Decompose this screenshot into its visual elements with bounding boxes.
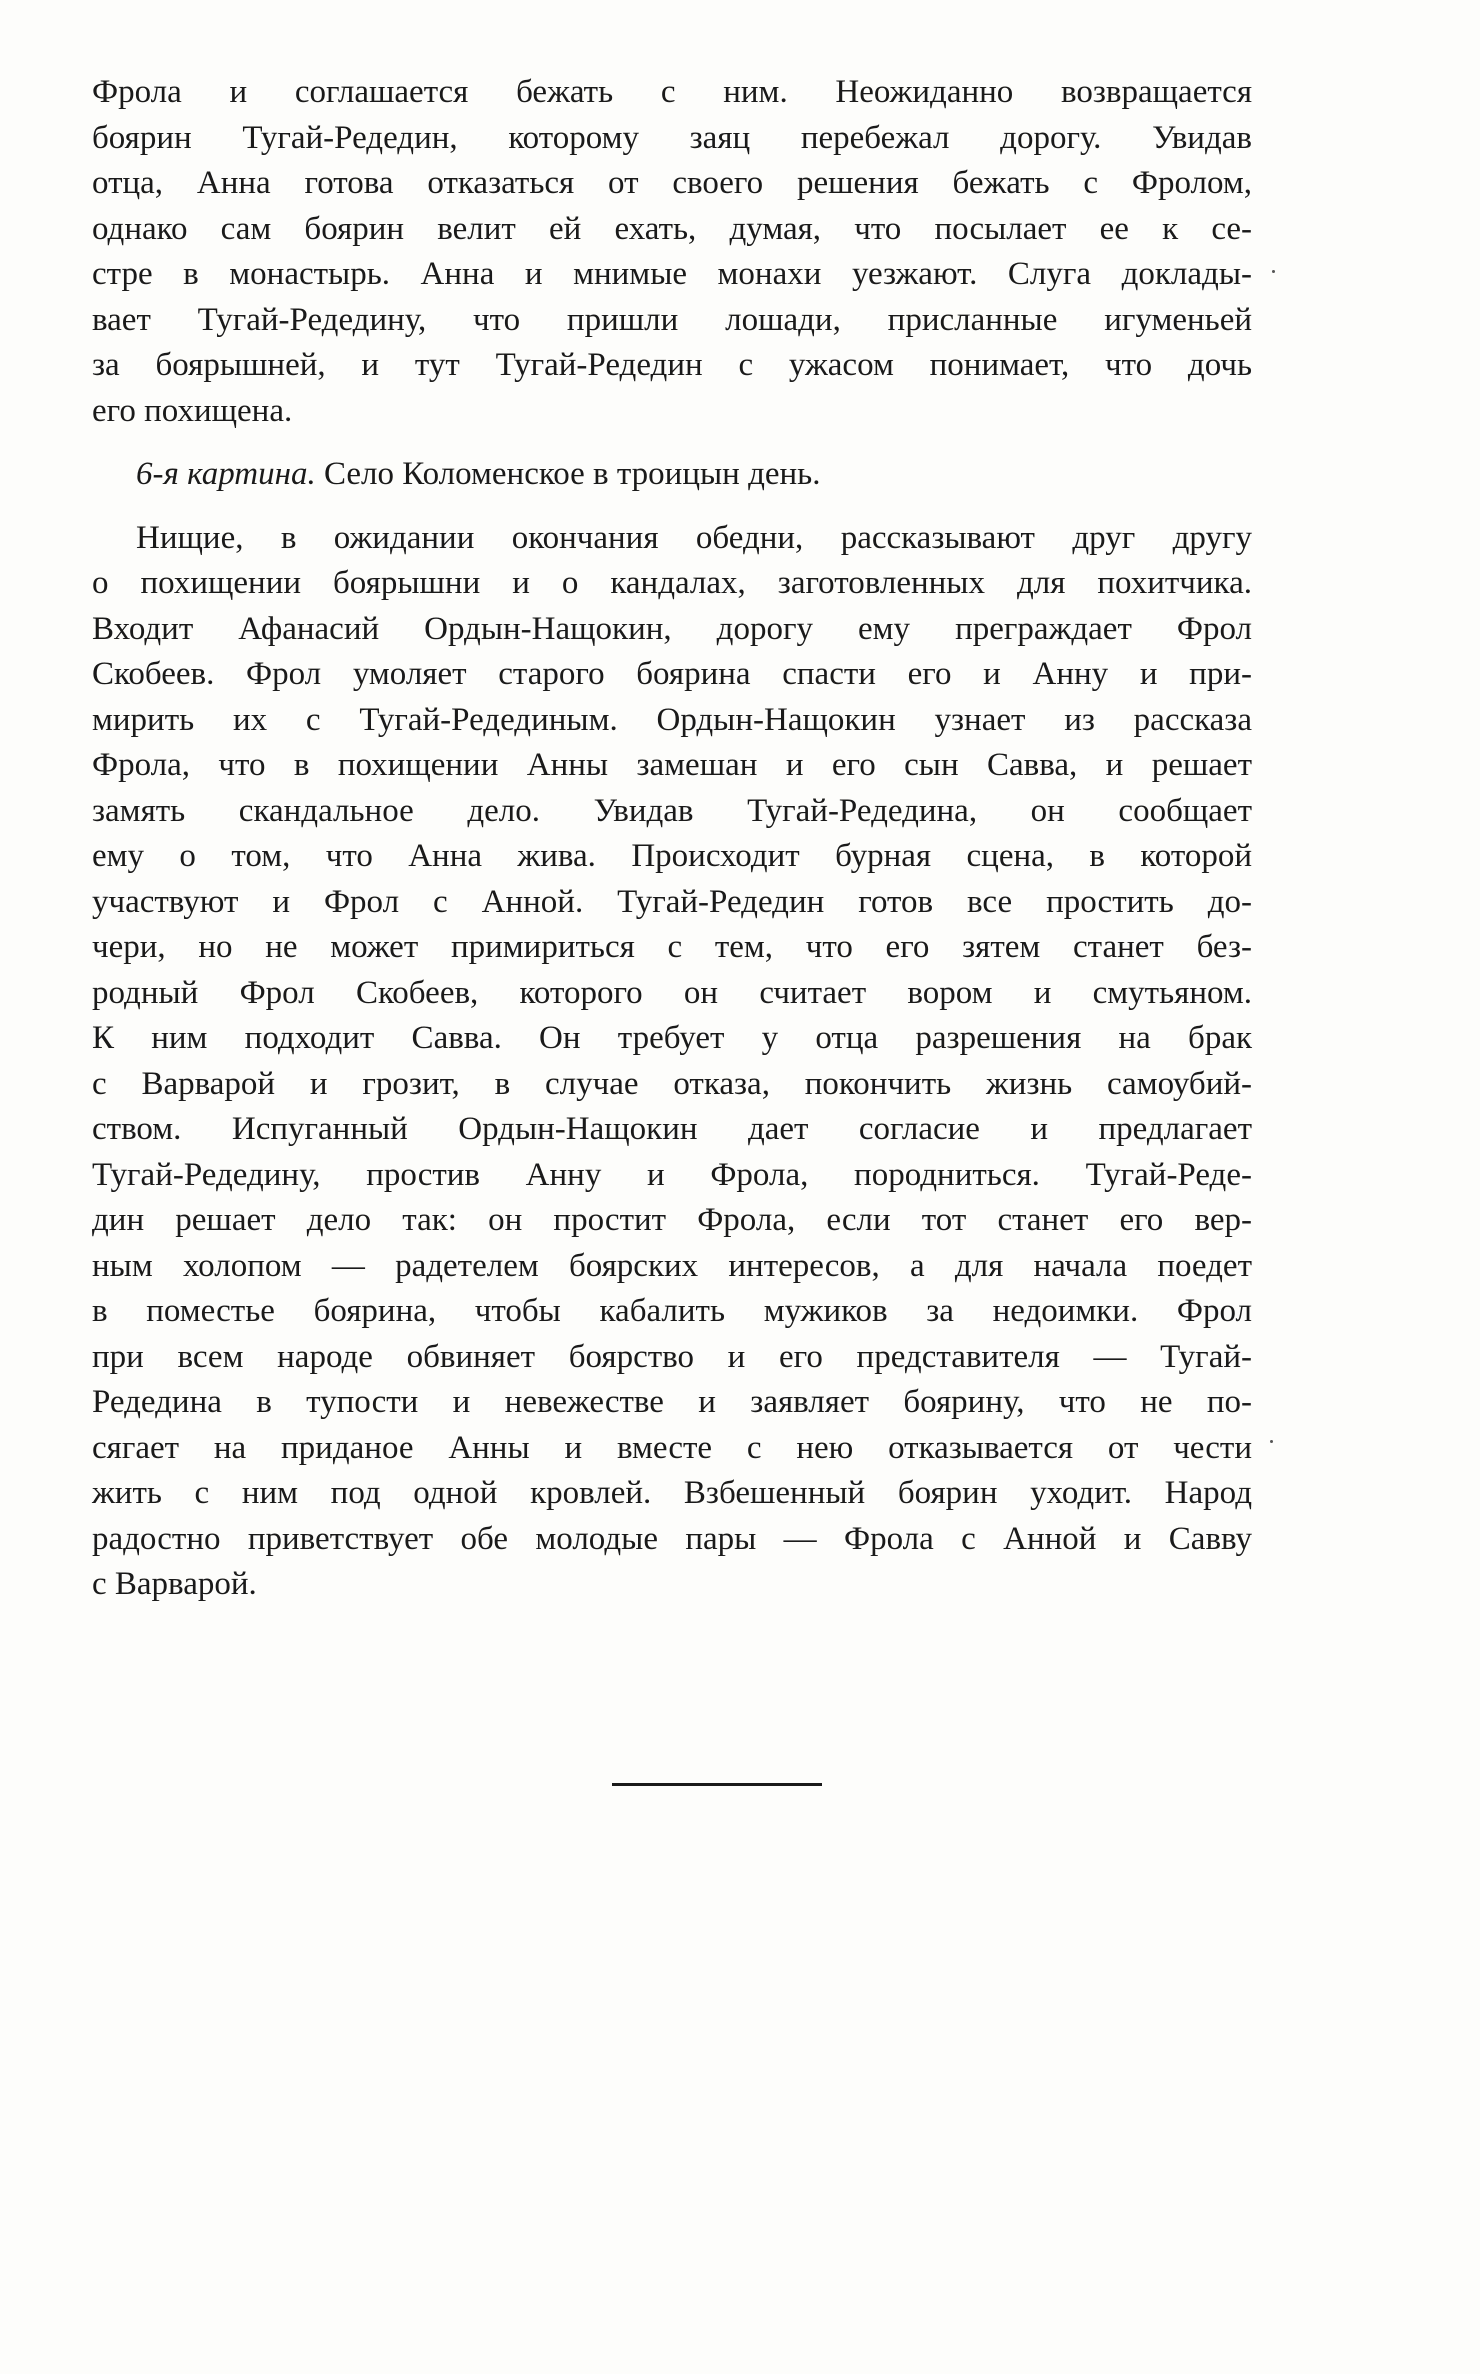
text-line: чери, но не может примириться с тем, что его зятем станет без- [92,929,1252,965]
text-line: боярин Тугай-Редедин, которому заяц перебежал дорогу. Увидав [92,119,1252,156]
text-line: Входит Афанасий Ордын-Нащокин, дорогу ему преграждает Фрол [92,610,1252,647]
print-speck [1270,1440,1273,1443]
paragraph-1 [92,70,1252,434]
scene-title: Село Коломенское в троицын день. [315,456,821,492]
text-line: участвуют и Фрол с Анной. Тугай-Редедин готов все простить до- [92,883,1252,920]
text-line: однако сам боярин велит ей ехать, думая, что посылает ее к се- [92,210,1252,247]
end-rule [612,1783,822,1786]
text-line: за боярышней, и тут Тугай-Редедин с ужасом понимает, что дочь [92,347,1252,383]
text-line: дин решает дело так: он простит Фрола, если тот станет его вер- [92,1202,1252,1238]
text-line: Скобеев. Фрол умоляет старого боярина спасти его и Анну и при- [92,656,1252,692]
text-line: с Варварой. [92,1566,257,1602]
text-line: ему о том, что Анна жива. Происходит бурная сцена, в которой [92,838,1252,874]
text-line: мирить их с Тугай-Редединым. Ордын-Нащокин узнает из рассказа [92,701,1252,738]
text-line: в поместье боярина, чтобы кабалить мужиков за недоимки. Фрол [92,1293,1252,1329]
paragraph-gap [92,434,1252,452]
page-text [92,70,1252,1608]
text-line: вает Тугай-Редедину, что пришли лошади, присланные игуменьей [92,301,1252,338]
print-speck [1272,270,1275,273]
text-line: Нищие, в ожидании окончания обедни, рассказывают друг другу [136,519,1252,556]
text-line: замять скандальное дело. Увидав Тугай-Редедина, он сообщает [92,792,1252,829]
text-line: К ним подходит Савва. Он требует у отца разрешения на брак [92,1020,1252,1056]
text-line: радостно приветствует обе молодые пары — Фрола с Анной и Савву [92,1520,1252,1557]
text-line: о похищении боярышни и о кандалах, заготовленных для похитчика. [92,565,1252,601]
text-line: Фрола и соглашается бежать с ним. Неожиданно возвращается [92,74,1252,110]
text-line: стре в монастырь. Анна и мнимые монахи уезжают. Слуга доклады- [92,256,1252,292]
scene-number: 6-я картина. [136,456,316,492]
text-line: Тугай-Редедину, простив Анну и Фрола, породниться. Тугай-Реде- [92,1156,1252,1193]
text-line: ством. Испуганный Ордын-Нащокин дает согласие и предлагает [92,1111,1252,1147]
text-line: родный Фрол Скобеев, которого он считает вором и смутьяном. [92,974,1252,1011]
text-line: Редедина в тупости и невежестве и заявляет боярину, что не по- [92,1384,1252,1420]
text-line: ным холопом — радетелем боярских интересов, а для начала поедет [92,1247,1252,1284]
text-line: жить с ним под одной кровлей. Взбешенный боярин уходит. Народ [92,1475,1252,1511]
text-line: при всем народе обвиняет боярство и его представителя — Тугай- [92,1338,1252,1375]
text-line: отца, Анна готова отказаться от своего решения бежать с Фролом, [92,165,1252,201]
scene-heading [92,452,1252,498]
paragraph-2 [92,516,1252,1608]
text-line: сягает на приданое Анны и вместе с нею отказывается от чести [92,1429,1252,1466]
text-line: его похищена. [92,392,293,429]
paragraph-gap [92,498,1252,516]
text-line: с Варварой и грозит, в случае отказа, покончить жизнь самоубий- [92,1065,1252,1102]
text-line: Фрола, что в похищении Анны замешан и его сын Савва, и решает [92,747,1252,783]
